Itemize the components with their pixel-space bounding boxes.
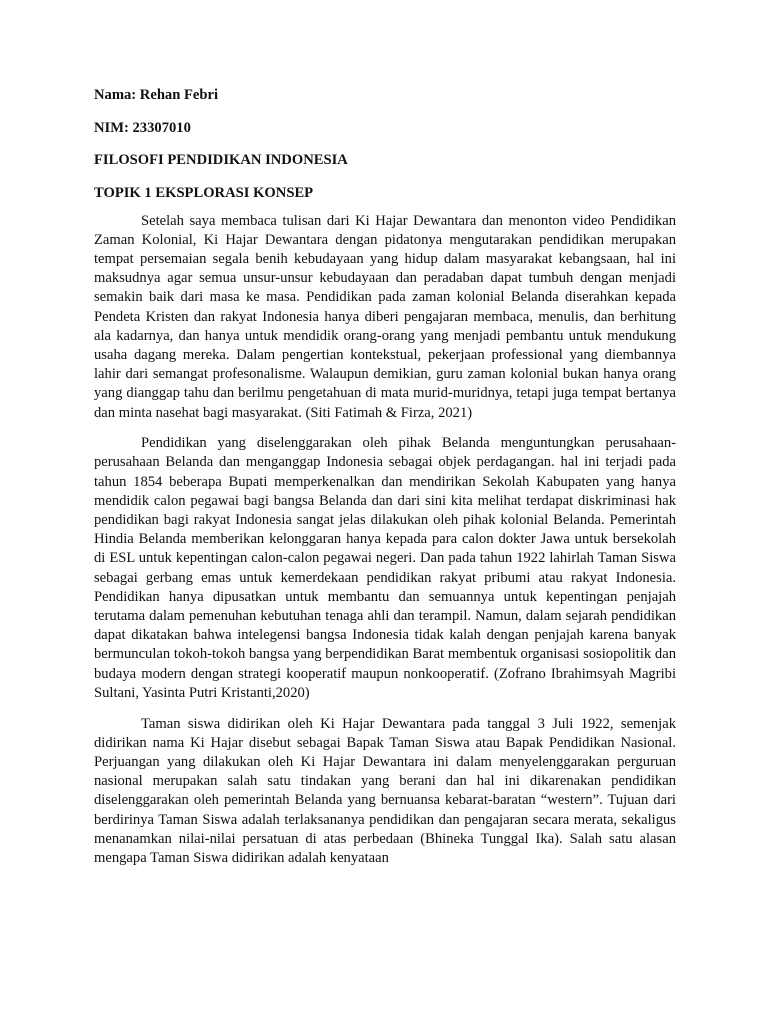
course-title: FILOSOFI PENDIDIKAN INDONESIA	[94, 152, 348, 168]
topic-title: TOPIK 1 EKSPLORASI KONSEP	[94, 184, 314, 201]
paragraph-1: Setelah saya membaca tulisan dari Ki Hajar Dewantara dan menonton video Pendidikan Zaman Kolonial, Ki Hajar Dewantara dengan pidatonya mengutarakan pendidikan merupakan tempat persemaian segala benih kebudayaan yang hidup dalam masyarakat kebangsaan, hal ini maksudnya agar semua unsur-unsur kebudayaan dan peradaban dapat tumbuh dengan menjadi semakin baik dari masa ke masa. Pendidikan pada zaman kolonial Belanda diserahkan kepada Pendeta Kristen dan rakyat Indonesia hanya diberi pengajaran membaca, menulis, dan berhitung ala kadarnya, dan hanya untuk mendidik orang-orang yang menjadi pembantu untuk mendukung usaha dagang mereka. Dalam pengertian kontekstual, pekerjaan professional yang diembannya lahir dari semangat profesonalisme. Walaupun demikian, guru zaman kolonial bukan hanya orang yang dianggap tahu dan berilmu pengetahuan di mata murid-muridnya, tetapi juga tempat bertanya dan minta nasehat bagi masyarakat. (Siti Fatimah & Firza, 2021)	[94, 212, 676, 421]
paragraph-2: Pendidikan yang diselenggarakan oleh pihak Belanda menguntungkan perusahaan-perusahaan Belanda dan menganggap Indonesia sebagai objek perdagangan. hal ini terjadi pada tahun 1854 beberapa Bupati memperkenalkan dan mendirikan Sekolah Kabupaten yang hanya mendidik calon pegawai bagi bangsa Belanda dan dari sini kita melihat terdapat diskriminasi hak pendidikan bagi rakyat Indonesia sangat jelas dilakukan oleh pihak kolonial Belanda. Pemerintah Hindia Belanda memberikan kelonggaran hanya kepada para calon dokter Jawa untuk bersekolah di ESL untuk kepentingan calon-calon pegawai negeri. Dan pada tahun 1922 lahirlah Taman Siswa sebagai gerbang emas untuk kemerdekaan pendidikan rakyat pribumi atau rakyat Indonesia. Pendidikan hanya dipusatkan untuk membantu dan semuannya untuk kepentingan penjajah terutama dalam pemenuhan kebutuhan tenaga ahli dan terampil. Namun, dalam sejarah pendidikan dapat dikatakan bahwa intelegensi bangsa Indonesia tidak kalah dengan penjajah karena banyak bermunculan tokoh-tokoh bangsa yang berpendidikan Barat membentuk organisasi sosiopolitik dan budaya modern dengan strategi kooperatif maupun nonkooperatif. (Zofrano Ibrahimsyah Magribi Sultani, Yasinta Putri Kristanti,2020)	[94, 435, 676, 701]
paragraph-3: Taman siswa didirikan oleh Ki Hajar Dewantara pada tanggal 3 Juli 1922, semenjak didirikan nama Ki Hajar disebut sebagai Bapak Taman Siswa atau Bapak Pendidikan Nasional. Perjuangan yang dilakukan oleh Ki Hajar Dewantara ini dalam menyelenggarakan perguruan nasional merupakan salah satu tindakan yang berani dan hal ini dikarenakan pendidikan diselenggarakan oleh pemerintah Belanda yang bernuansa kebarat-baratan “western”. Tujuan dari berdirinya Taman Siswa adalah terlaksananya pendidikan dan pengajaran secara merata, sekaligus menanamkan nilai-nilai persatuan di atas perbedaan (Bhineka Tunggal Ika). Salah satu alasan mengapa Taman Siswa didirikan adalah kenyataan	[94, 715, 676, 866]
student-name: Nama: Rehan Febri	[94, 87, 219, 103]
student-nim: NIM: 23307010	[94, 119, 191, 136]
document-page	[94, 86, 676, 880]
